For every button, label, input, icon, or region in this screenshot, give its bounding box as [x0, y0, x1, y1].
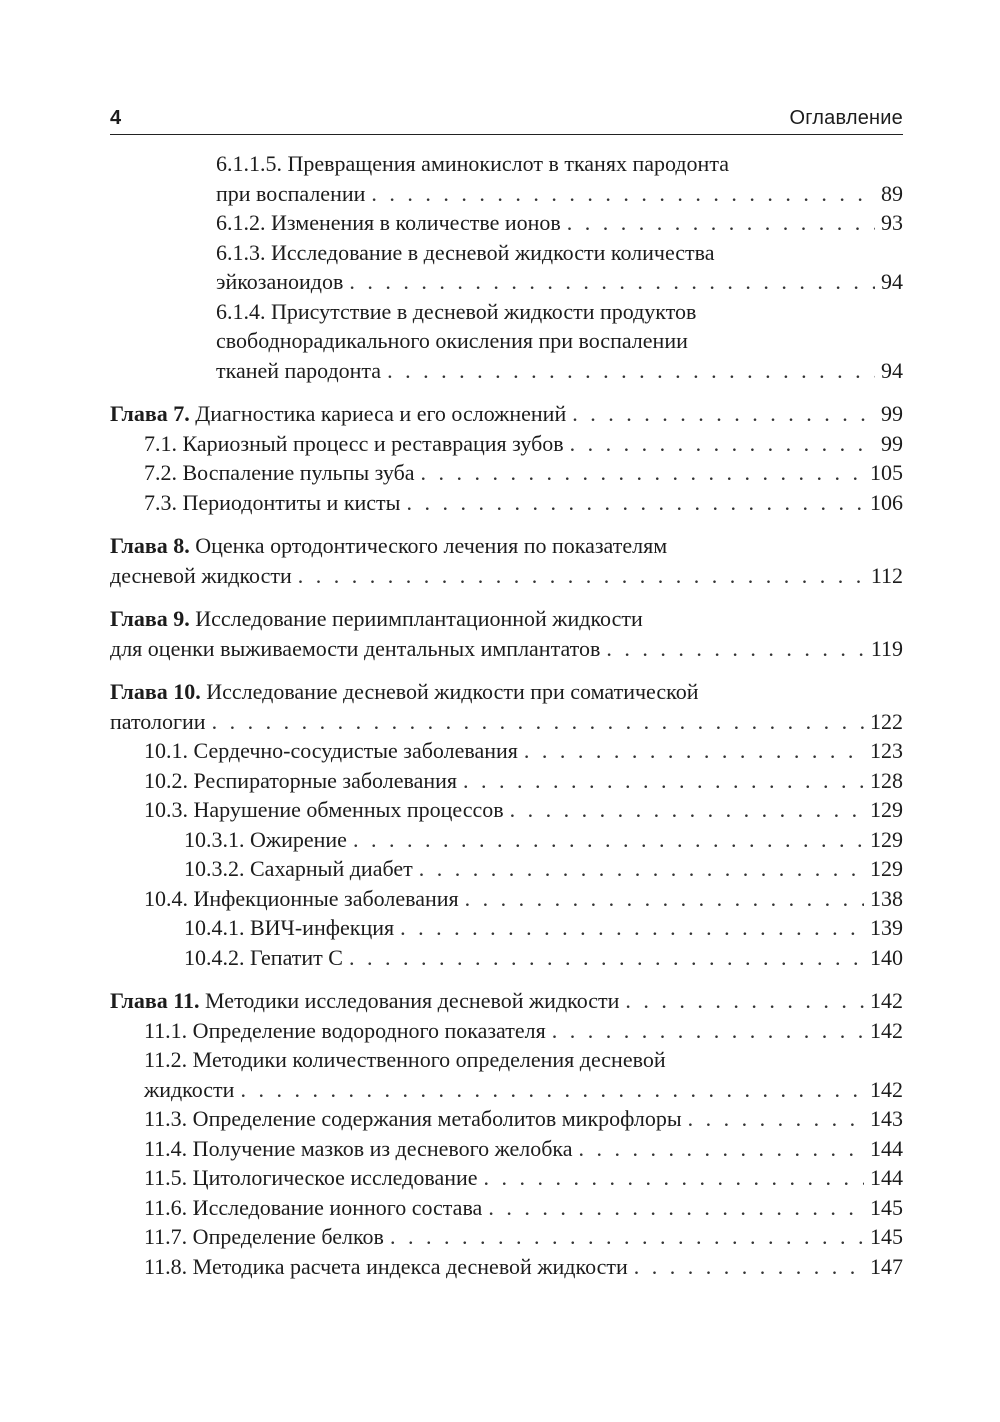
toc-entry-text: 11.2. Методики количественного определения десневой	[144, 1047, 666, 1072]
toc-page-number: 145	[870, 1224, 903, 1249]
toc-entry-7-1	[110, 429, 903, 459]
toc-page-number: 129	[870, 826, 903, 852]
toc-entry-11-6	[110, 1193, 903, 1223]
dot-leader	[552, 1016, 864, 1046]
toc-entry-text: 11.3. Определение содержания метаболитов микрофлоры	[144, 1106, 682, 1131]
toc-page-number: 128	[870, 767, 903, 793]
dot-leader	[371, 179, 875, 209]
toc-chapter-8	[110, 531, 903, 590]
toc-entry-11-5	[110, 1163, 903, 1193]
toc-page-number: 142	[870, 1017, 903, 1043]
toc-page-number: 144	[870, 1135, 903, 1161]
running-title: Оглавление	[789, 107, 903, 129]
toc-entry-text: 11.7. Определение белков	[144, 1224, 384, 1249]
toc-entry-10-4-1	[110, 913, 903, 943]
toc-page-number: 122	[870, 708, 903, 734]
toc-entry-text: 10.3.2. Сахарный диабет	[184, 856, 413, 881]
toc-page-number: 106	[870, 489, 903, 515]
toc-chapter-9	[110, 604, 903, 663]
toc-entry-10-2	[110, 766, 903, 796]
toc-entry-text: Оценка ортодонтического лечения по показателям	[195, 533, 668, 558]
toc-page-number: 145	[870, 1194, 903, 1220]
table-of-contents	[110, 149, 903, 1281]
toc-page-number: 93	[881, 210, 903, 235]
toc-page-number: 119	[870, 635, 903, 661]
dot-leader	[390, 1222, 864, 1252]
chapter-label: Глава 11.	[110, 988, 200, 1013]
chapter-label: Глава 7.	[110, 401, 190, 426]
toc-entry-text: 11.1. Определение водородного показателя	[144, 1017, 546, 1043]
toc-entry-text: 11.5. Цитологическое исследование	[144, 1165, 478, 1190]
toc-page-number: 89	[881, 180, 903, 206]
toc-entry-text: Методики исследования десневой жидкости	[205, 988, 620, 1013]
toc-entry-text: 6.1.1.5. Превращения аминокислот в тканях пародонта	[216, 151, 729, 176]
toc-entry-11-3	[110, 1104, 903, 1134]
toc-entry-10-4	[110, 884, 903, 914]
toc-entry-11-7	[110, 1222, 903, 1252]
toc-entry-11-8	[110, 1252, 903, 1282]
toc-entry-text: 10.4.2. Гепатит С	[184, 944, 343, 970]
dot-leader	[240, 1075, 864, 1105]
page-number: 4	[110, 107, 122, 129]
toc-entry-text: 7.3. Периодонтиты и кисты	[144, 489, 401, 515]
toc-chapter-11	[110, 986, 903, 1016]
toc-entry-text: 10.3. Нарушение обменных процессов	[144, 797, 504, 822]
toc-entry-6-1-2	[110, 208, 903, 238]
dot-leader	[510, 795, 864, 825]
toc-page-number: 142	[870, 988, 903, 1013]
toc-entry-text: жидкости	[144, 1076, 235, 1102]
dot-leader	[570, 429, 875, 459]
chapter-label: Глава 10.	[110, 679, 201, 704]
toc-page-number: 140	[870, 944, 903, 970]
dot-leader	[349, 943, 864, 973]
toc-page-number: 99	[881, 430, 903, 456]
dot-leader	[488, 1193, 864, 1223]
toc-entry-11-4	[110, 1134, 903, 1164]
toc-entry-text: 10.4. Инфекционные заболевания	[144, 885, 459, 911]
toc-entry-10-3	[110, 795, 903, 825]
toc-entry-text: Исследование десневой жидкости при соматической	[206, 679, 699, 704]
dot-leader	[463, 766, 864, 796]
dot-leader	[625, 986, 864, 1016]
dot-leader	[572, 399, 875, 429]
toc-entry-6-1-4	[110, 297, 903, 386]
toc-entry-7-2	[110, 458, 903, 488]
toc-page-number: 94	[881, 357, 903, 383]
toc-entry-text: 6.1.2. Изменения в количестве ионов	[216, 210, 561, 235]
chapter-label: Глава 9.	[110, 606, 190, 631]
toc-entry-text: 10.4.1. ВИЧ-инфекция	[184, 915, 395, 940]
toc-entry-text: для оценки выживаемости дентальных имплантатов	[110, 635, 601, 661]
toc-entry-text: 10.3.1. Ожирение	[184, 826, 347, 852]
toc-page-number: 94	[881, 269, 903, 294]
dot-leader	[406, 488, 864, 518]
toc-entry-text: патологии	[110, 708, 206, 734]
dot-leader	[349, 267, 875, 297]
dot-leader	[465, 884, 864, 914]
dot-leader	[524, 736, 864, 766]
dot-leader	[212, 707, 864, 737]
toc-entry-text: 11.8. Методика расчета индекса десневой жидкости	[144, 1253, 628, 1279]
toc-page-number: 99	[881, 401, 903, 426]
toc-entry-text: 6.1.3. Исследование в десневой жидкости количества	[216, 239, 715, 265]
toc-page-number: 129	[870, 797, 903, 822]
toc-entry-text: 11.4. Получение мазков из десневого желобка	[144, 1135, 573, 1161]
toc-page-number: 105	[870, 460, 903, 485]
toc-entry-10-1	[110, 736, 903, 766]
toc-page-number: 143	[870, 1106, 903, 1131]
toc-entry-10-4-2	[110, 943, 903, 973]
dot-leader	[688, 1104, 864, 1134]
dot-leader	[400, 913, 864, 943]
toc-entry-text: десневой жидкости	[110, 562, 292, 588]
toc-entry-text: Исследование периимплантационной жидкости	[195, 606, 643, 631]
toc-entry-6-1-3	[110, 238, 903, 297]
toc-entry-text: при воспалении	[216, 180, 366, 206]
toc-page-number: 147	[870, 1253, 903, 1279]
toc-entry-text: 10.1. Сердечно-сосудистые заболевания	[144, 738, 518, 763]
dot-leader	[484, 1163, 864, 1193]
toc-page-number: 112	[870, 562, 903, 588]
toc-entry-text: 6.1.4. Присутствие в десневой жидкости продуктов	[216, 298, 697, 324]
toc-chapter-10	[110, 677, 903, 736]
toc-page-number: 123	[870, 738, 903, 763]
toc-entry-text: тканей пародонта	[216, 357, 382, 383]
dot-leader	[421, 458, 864, 488]
dot-leader	[634, 1252, 864, 1282]
toc-page-number: 142	[870, 1076, 903, 1102]
toc-entry-10-3-1	[110, 825, 903, 855]
toc-entry-text: свободнорадикального окисления при воспалении	[216, 328, 688, 353]
dot-leader	[579, 1134, 864, 1164]
toc-entry-7-3	[110, 488, 903, 518]
toc-entry-text: 10.2. Респираторные заболевания	[144, 767, 458, 793]
toc-entry-11-1	[110, 1016, 903, 1046]
dot-leader	[298, 561, 865, 591]
toc-entry-text: Диагностика кариеса и его осложнений	[195, 401, 567, 426]
dot-leader	[419, 854, 864, 884]
toc-page-number: 139	[870, 915, 903, 940]
dot-leader	[353, 825, 864, 855]
toc-page-number: 138	[870, 885, 903, 911]
toc-page-number: 144	[870, 1165, 903, 1190]
dot-leader	[567, 208, 875, 238]
running-header	[110, 96, 903, 135]
document-page	[110, 96, 903, 1281]
toc-entry-10-3-2	[110, 854, 903, 884]
toc-chapter-7	[110, 399, 903, 429]
toc-entry-text: 7.2. Воспаление пульпы зуба	[144, 460, 415, 485]
toc-entry-text: эйкозаноидов	[216, 269, 344, 294]
toc-entry-6-1-1-5	[110, 149, 903, 208]
dot-leader	[387, 356, 875, 386]
toc-entry-text: 7.1. Кариозный процесс и реставрация зубов	[144, 430, 564, 456]
chapter-label: Глава 8.	[110, 533, 190, 558]
dot-leader	[606, 634, 864, 664]
toc-page-number: 129	[870, 856, 903, 881]
toc-entry-11-2	[110, 1045, 903, 1104]
toc-entry-text: 11.6. Исследование ионного состава	[144, 1194, 483, 1220]
